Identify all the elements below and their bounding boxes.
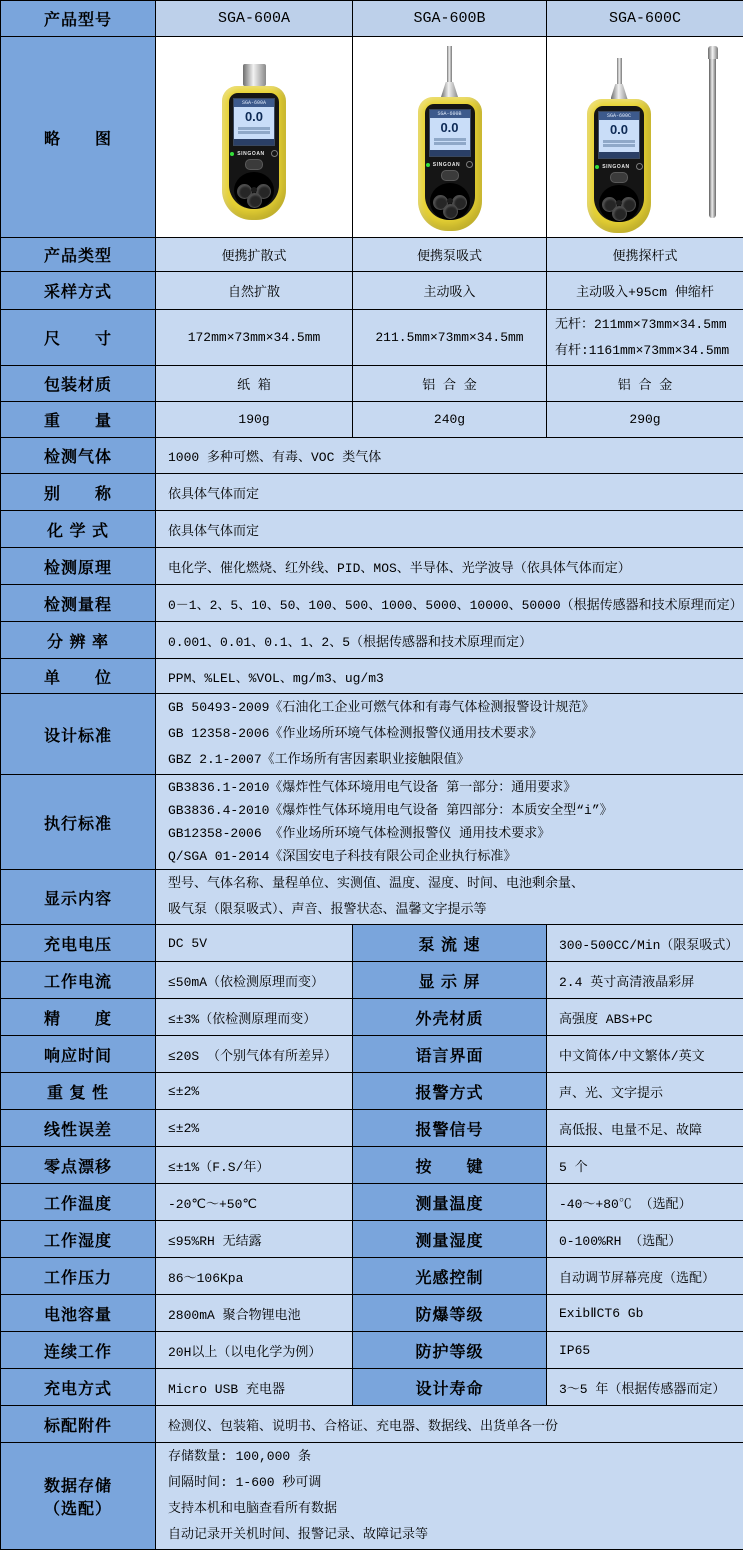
row-label-alias: 别 称 [1, 474, 156, 511]
row-label-dimensions: 尺 寸 [1, 310, 156, 366]
keypad [234, 172, 274, 209]
power-led [230, 152, 234, 156]
key-enter [247, 193, 262, 208]
row-label-measuring-humidity: 测量湿度 [353, 1221, 547, 1258]
key-enter [612, 206, 627, 221]
row-label-detected-gas: 检测气体 [1, 438, 156, 474]
power-icon [466, 161, 473, 168]
model-b-header: SGA-600B [353, 1, 547, 37]
row-label-sketch: 略 图 [1, 37, 156, 238]
row-label-protection-grade: 防护等级 [353, 1332, 547, 1369]
chemical-formula-value: 依具体气体而定 [156, 511, 743, 548]
device-diffusion [222, 64, 286, 220]
row-label-weight: 重 量 [1, 402, 156, 438]
row-label-packaging: 包装材质 [1, 366, 156, 402]
measuring-humidity-value: 0-100%RH （选配） [547, 1221, 743, 1258]
product-type-b: 便携泵吸式 [353, 238, 547, 272]
resolution-value: 0.001、0.01、0.1、1、2、5（根据传感器和技术原理而定） [156, 622, 743, 659]
linearity-error-value: ≤±2% [156, 1110, 353, 1147]
weight-b: 240g [353, 402, 547, 438]
screen-model-strip: SGA-600A [234, 99, 274, 107]
screen-statusbar [599, 152, 639, 158]
explosion-proof-grade-value: ExibⅡCT6 Gb [547, 1295, 743, 1332]
row-label-explosion-proof-grade: 防爆等级 [353, 1295, 547, 1332]
screen-row [603, 140, 635, 143]
data-storage-line: 存储数量: 100,000 条 [168, 1444, 739, 1470]
data-storage-line: 间隔时间: 1-600 秒可调 [168, 1470, 739, 1496]
design-standard-value [156, 694, 743, 775]
row-label-design-life: 设计寿命 [353, 1369, 547, 1406]
power-led [595, 165, 599, 169]
response-time-value: ≤20S （个别气体有所差异） [156, 1036, 353, 1073]
protection-grade-value: IP65 [547, 1332, 743, 1369]
exec-standard-value [156, 775, 743, 870]
row-label-accuracy: 精 度 [1, 999, 156, 1036]
row-label-shell-material: 外壳材质 [353, 999, 547, 1036]
row-label-linearity-error: 线性误差 [1, 1110, 156, 1147]
row-label-detection-range: 检测量程 [1, 585, 156, 622]
screen-reading: 0.0 [599, 120, 639, 139]
zero-drift-value: ≤±1%（F.S/年） [156, 1147, 353, 1184]
key-center [251, 187, 257, 193]
row-label-display-screen: 显 示 屏 [353, 962, 547, 999]
battery-capacity-value: 2800mA 聚合物锂电池 [156, 1295, 353, 1332]
alarm-mode-value: 声、光、文字提示 [547, 1073, 743, 1110]
brand-text: SINGOAN [237, 151, 265, 157]
display-content-line: 型号、气体名称、量程单位、实测值、温度、湿度、时间、电池剩余量、 [168, 871, 739, 897]
alarm-signal-value: 高低报、电量不足、故障 [547, 1110, 743, 1147]
product-type-c: 便携探杆式 [547, 238, 743, 272]
product-image-sga-600c [547, 37, 743, 238]
row-label-detection-principle: 检测原理 [1, 548, 156, 585]
device-shell [222, 86, 286, 220]
dimensions-c-no-rod: 无杆：211mm×73mm×34.5mm [555, 312, 739, 338]
key-enter [443, 204, 458, 219]
row-label-alarm-mode: 报警方式 [353, 1073, 547, 1110]
row-label-zero-drift: 零点漂移 [1, 1147, 156, 1184]
probe-tube [447, 46, 452, 82]
model-c-header: SGA-600C [547, 1, 743, 37]
row-label-repeatability: 重 复 性 [1, 1073, 156, 1110]
dimensions-a: 172mm×73mm×34.5mm [156, 310, 353, 366]
measuring-temperature-value: -40～+80℃ （选配） [547, 1184, 743, 1221]
row-label-data-storage [1, 1443, 156, 1550]
shell-material-value: 高强度 ABS+PC [547, 999, 743, 1036]
sampling-a: 自然扩散 [156, 272, 353, 310]
exec-standard-line: GB12358-2006 《作业场所环境气体检测报警仪 通用技术要求》 [168, 822, 739, 845]
brand-text: SINGOAN [433, 162, 461, 168]
row-label-unit: 单 位 [1, 659, 156, 694]
header-row [1, 1, 743, 37]
telescopic-rod [709, 46, 716, 218]
exec-standard-line: GB3836.4-2010《爆炸性气体环境用电气设备 第四部分：本质安全型“i”》 [168, 799, 739, 822]
telescopic-rod-tip [708, 46, 718, 59]
brand-text: SINGOAN [602, 164, 630, 170]
device-face [594, 106, 644, 222]
row-label-buttons: 按 键 [353, 1147, 547, 1184]
row-label-exec-standard: 执行标准 [1, 775, 156, 870]
keypad [599, 185, 639, 222]
screen-row [434, 142, 466, 145]
packaging-b: 铝 合 金 [353, 366, 547, 402]
design-life-value: 3～5 年（根据传感器而定） [547, 1369, 743, 1406]
row-label-response-time: 响应时间 [1, 1036, 156, 1073]
sensor-cap [243, 64, 266, 86]
data-storage-label-line: （选配） [2, 1496, 154, 1519]
packaging-a: 纸 箱 [156, 366, 353, 402]
device-screen [598, 111, 640, 159]
menu-button [610, 172, 628, 182]
sampling-c: 主动吸入+95cm 伸缩杆 [547, 272, 743, 310]
screen-row [238, 131, 270, 134]
product-type-a: 便携扩散式 [156, 238, 353, 272]
dimensions-b: 211.5mm×73mm×34.5mm [353, 310, 547, 366]
data-storage-line: 支持本机和电脑查看所有数据 [168, 1496, 739, 1522]
row-label-display-content: 显示内容 [1, 870, 156, 925]
device-screen [233, 98, 275, 146]
light-control-value: 自动调节屏幕亮度（选配） [547, 1258, 743, 1295]
buttons-value: 5 个 [547, 1147, 743, 1184]
design-standard-line: GBZ 2.1-2007《工作场所有害因素职业接触限值》 [168, 747, 739, 773]
probe-cone [441, 82, 458, 97]
row-label-chemical-formula: 化 学 式 [1, 511, 156, 548]
working-pressure-value: 86～106Kpa [156, 1258, 353, 1295]
screen-model-strip: SGA-600C [599, 112, 639, 120]
design-standard-line: GB 50493-2009《石油化工企业可燃气体和有毒气体检测报警设计规范》 [168, 695, 739, 721]
display-content-line: 吸气泵（限泵吸式）、声音、报警状态、温馨文字提示等 [168, 897, 739, 923]
row-label-language: 语言界面 [353, 1036, 547, 1073]
menu-button [245, 159, 263, 169]
product-image-sga-600b [353, 37, 547, 238]
row-label-charging-voltage: 充电电压 [1, 925, 156, 962]
row-label-measuring-temperature: 测量温度 [353, 1184, 547, 1221]
packaging-c: 铝 合 金 [547, 366, 743, 402]
screen-statusbar [234, 139, 274, 145]
device-shell [587, 99, 651, 233]
exec-standard-line: GB3836.1-2010《爆炸性气体环境用电气设备 第一部分：通用要求》 [168, 776, 739, 799]
keypad [430, 183, 470, 220]
working-current-value: ≤50mA（依检测原理而变） [156, 962, 353, 999]
device-screen [429, 109, 471, 157]
row-label-sampling: 采样方式 [1, 272, 156, 310]
charging-voltage-value: DC 5V [156, 925, 353, 962]
data-storage-label-line: 数据存储 [2, 1473, 154, 1496]
working-temperature-value: -20℃～+50℃ [156, 1184, 353, 1221]
screen-model-strip: SGA-600B [430, 110, 470, 118]
accuracy-value: ≤±3%（依检测原理而变） [156, 999, 353, 1036]
row-label-light-control: 光感控制 [353, 1258, 547, 1295]
working-humidity-value: ≤95%RH 无结露 [156, 1221, 353, 1258]
sketch-row [1, 37, 743, 238]
probe-cone [611, 84, 628, 99]
exec-standard-line: Q/SGA 01-2014《深国安电子科技有限公司企业执行标准》 [168, 845, 739, 868]
display-content-value [156, 870, 743, 925]
row-label-accessories: 标配附件 [1, 1406, 156, 1443]
row-label-working-humidity: 工作湿度 [1, 1221, 156, 1258]
sampling-b: 主动吸入 [353, 272, 547, 310]
row-label-working-current: 工作电流 [1, 962, 156, 999]
menu-button [441, 170, 459, 180]
detection-range-value: 0－1、2、5、10、50、100、500、1000、5000、10000、50000（根据传感器和技术原理而定） [156, 585, 743, 622]
device-shell [418, 97, 482, 231]
key-center [447, 198, 453, 204]
design-standard-line: GB 12358-2006《作业场所环境气体检测报警仪通用技术要求》 [168, 721, 739, 747]
screen-statusbar [430, 150, 470, 156]
row-label-charging-method: 充电方式 [1, 1369, 156, 1406]
key-center [616, 200, 622, 206]
power-led [426, 163, 430, 167]
model-a-header: SGA-600A [156, 1, 353, 37]
device-pump [418, 46, 482, 231]
language-value: 中文简体/中文繁体/英文 [547, 1036, 743, 1073]
probe-tube [617, 58, 622, 84]
screen-reading: 0.0 [430, 118, 470, 137]
row-label-working-temperature: 工作温度 [1, 1184, 156, 1221]
repeatability-value: ≤±2% [156, 1073, 353, 1110]
row-label-product-model: 产品型号 [1, 1, 156, 37]
screen-row [238, 127, 270, 130]
continuous-working-value: 20H以上（以电化学为例） [156, 1332, 353, 1369]
data-storage-value [156, 1443, 743, 1550]
row-label-continuous-working: 连续工作 [1, 1332, 156, 1369]
power-icon [636, 163, 643, 170]
device-face [229, 93, 279, 209]
display-screen-value: 2.4 英寸高清液晶彩屏 [547, 962, 743, 999]
weight-c: 290g [547, 402, 743, 438]
charging-method-value: Micro USB 充电器 [156, 1369, 353, 1406]
row-label-alarm-signal: 报警信号 [353, 1110, 547, 1147]
row-label-battery-capacity: 电池容量 [1, 1295, 156, 1332]
dimensions-c [547, 310, 743, 366]
row-label-pump-flow: 泵 流 速 [353, 925, 547, 962]
screen-reading: 0.0 [234, 107, 274, 126]
row-label-design-standard: 设计标准 [1, 694, 156, 775]
row-label-resolution: 分 辨 率 [1, 622, 156, 659]
row-label-product-type: 产品类型 [1, 238, 156, 272]
alias-value: 依具体气体而定 [156, 474, 743, 511]
screen-row [603, 144, 635, 147]
dimensions-c-with-rod: 有杆:1161mm×73mm×34.5mm [555, 338, 739, 364]
detected-gas-value: 1000 多种可燃、有毒、VOC 类气体 [156, 438, 743, 474]
detection-principle-value: 电化学、催化燃烧、红外线、PID、MOS、半导体、光学波导（依具体气体而定） [156, 548, 743, 585]
weight-a: 190g [156, 402, 353, 438]
pump-flow-value: 300-500CC/Min（限泵吸式） [547, 925, 743, 962]
product-image-sga-600a [156, 37, 353, 238]
unit-value: PPM、%LEL、%VOL、mg/m3、ug/m3 [156, 659, 743, 694]
data-storage-line: 自动记录开关机时间、报警记录、故障记录等 [168, 1522, 739, 1548]
device-telescopic [587, 58, 651, 233]
screen-row [434, 138, 466, 141]
accessories-value: 检测仪、包装箱、说明书、合格证、充电器、数据线、出货单各一份 [156, 1406, 743, 1443]
device-face [425, 104, 475, 220]
power-icon [271, 150, 278, 157]
row-label-working-pressure: 工作压力 [1, 1258, 156, 1295]
